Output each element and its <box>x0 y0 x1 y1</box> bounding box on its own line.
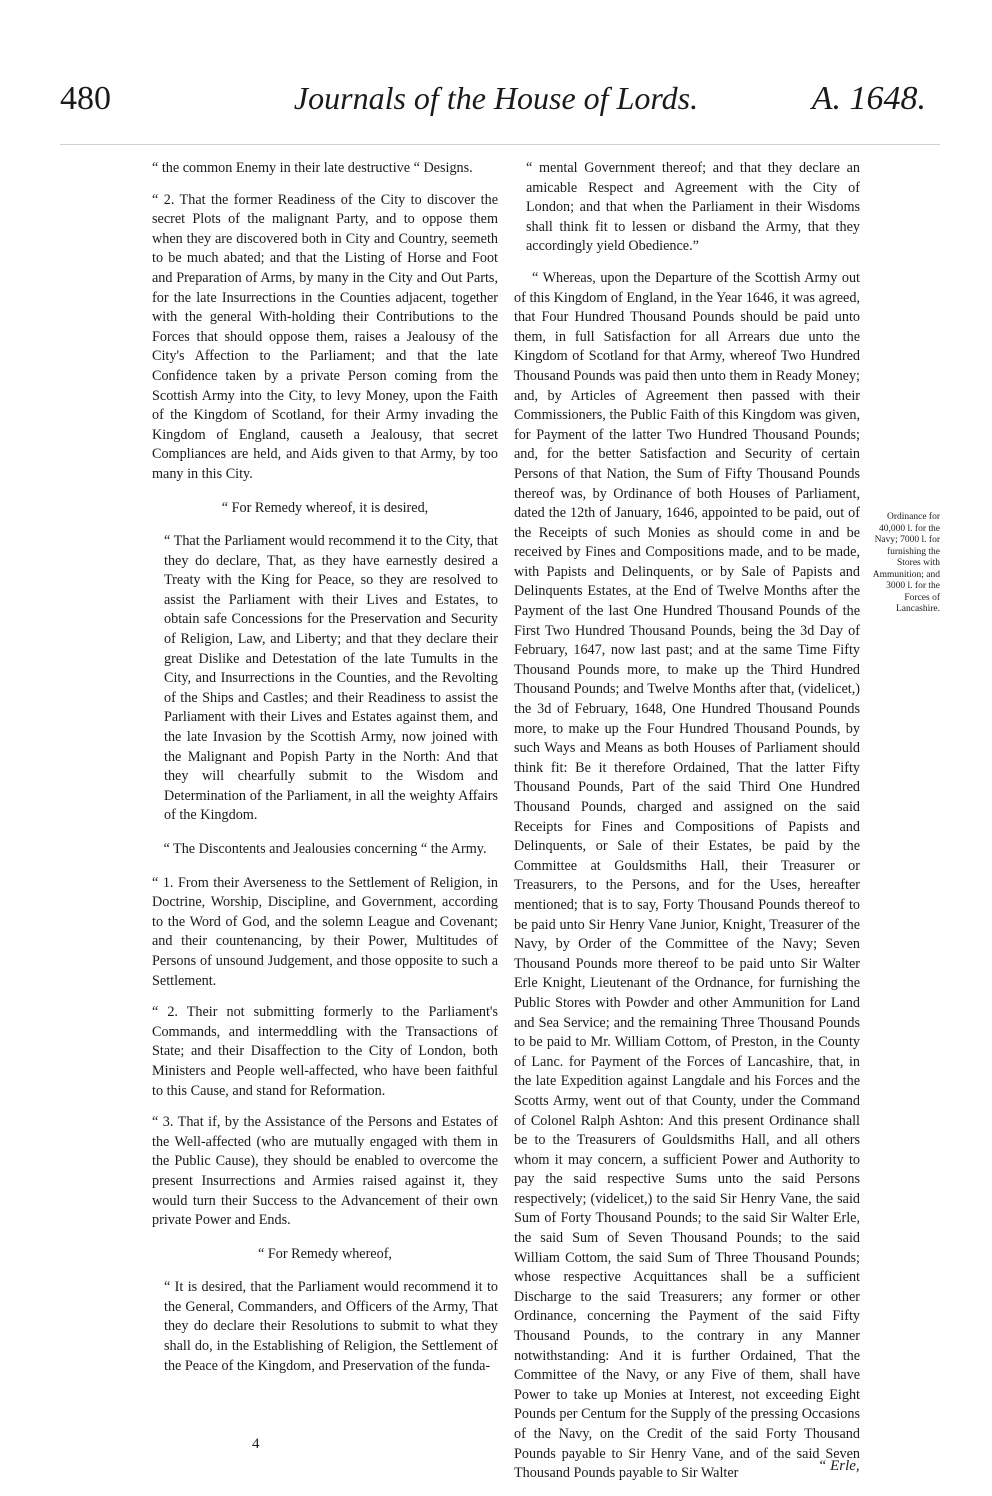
paragraph: “ 1. From their Averseness to the Settlement of Religion, in Doctrine, Worship, Discipline, and Government, according to the Word of God, and the solemn League and Covenant; and their countenancing, by their Power, Multitudes of Persons of unsound Judgement, and those opposite to such a Settlement. <box>152 874 498 989</box>
right-column <box>514 159 860 1496</box>
year-heading: A. 1648. <box>811 80 926 117</box>
page-header <box>0 80 992 140</box>
margin-note: Ordinance for 40,000 l. for the Navy; 7000 l. for furnishing the Stores with Ammunition; and 3000 l. for the Forces of Lancashire. <box>872 512 940 614</box>
left-column <box>152 159 498 1388</box>
paragraph: “ 2. That the former Readiness of the City to discover the secret Plots of the malignant Party, and to oppose them when they are discovered both in City and Country, seemeth to be much abated; and that the Listing of Horse and Foot and Preparation of Arms, by many in the City and Out Parts, for the late Insurrections in the Counties adjacent, together with the general With-holding their Contributions to the Forces that should oppose them, raises a Jealousy of the City's Affection to the Parliament; and that the late Confidence taken by a private Person coming from the Scottish Army into the City, to levy Money, upon the Faith of the Kingdom of Scotland, for their Army invading the Kingdom of England, causeth a Jealousy, that secret Compliances are held, and Aids given to that Army, by too many in this City. <box>152 191 498 482</box>
catchword: “ Erle, <box>818 1458 860 1474</box>
paragraph: “ Whereas, upon the Departure of the Scottish Army out of this Kingdom of England, in the Year 1646, it was agreed, that Four Hundred Thousand Pounds should be paid unto them, in full Satisfaction for all Arrears due unto the Kingdom of Scotland for that Army, whereof Two Hundred Thousand Pounds was paid then unto them in Ready Money; and, by Articles of Agreement then passed with their Commissioners, the Public Faith of this Kingdom was given, for Payment of the latter Two Hundred Thousand Pounds; and, for the better Satisfaction and Security of certain Persons of that Nation, the Sum of Fifty Thousand Pounds thereof was, by Ordinance of both Houses of Parliament, dated the 12th of January, 1646, appointed to be paid, out of the Receipts of such Monies as should come in and be received by Fines and Compositions made, and to be made, with Papists and Delinquents, or by Sale of Papists and Delinquents Estates, at the End of Twelve Months after the Payment of the last One Hundred Thousand Pounds of the First Two Hundred Thousand Pounds, being the 3d Day of February, 1647, now last past; and at the same Time Fifty Thousand Pounds more, to make up the Third Hundred Thousand Pounds; and Twelve Months after that, (videlicet,) the 3d of February, 1648, One Hundred Thousand Pounds more, to make up the Four Hundred Thousand Pounds, by such Ways and Means as both Houses of Parliament should think fit: Be it therefore Ordained, That the latter Fifty Thousand Pounds, Part of the said Third One Hundred Thousand Pounds, charged and assigned on the said Receipts for Fines and Compositions of Papists and Delinquents, or Sale of their Estates, be paid by the Committee at Gouldsmiths Hall, their Treasurer or Treasurers, to the Persons, and for the Uses, hereafter mentioned; that is to say, Forty Thousand Pounds thereof to be paid unto Sir Henry Vane Junior, Knight, Treasurer of the Navy, by Order of the Committee of the Navy; Seven Thousand Pounds more thereof to be paid unto Sir Walter Erle Knight, Lieutenant of the Ordnance, for furnishing the Public Stores with Powder and other Ammunition for Land and Sea Service; and the remaining Three Thousand Pounds to be paid to Mr. William Cottom, of Preston, in the County of Lanc. for Payment of the Forces of Lancashire, that, in the late Expedition against Langdale and his Forces and the Scotts Army, went out of that County, under the Command of Colonel Ralph Ashton: And this present Ordinance shall be to the Treasurers of Gouldsmiths Hall, and all others whom it may concern, a sufficient Power and Authority to pay the said respective Sums unto the said Persons respectively; (videlicet,) to the said Sir Henry Vane, the said Sum of Forty Thousand Pounds; to the said Sir Walter Erle, the said Sum of Seven Thousand Pounds; to the said William Cottom, the said Sum of Three Thousand Pounds; whose respective Acquittances shall be a sufficient Discharge to the said Treasurers; any former or other Ordinance, concerning the Payment of the said Fifty Thousand Pounds, to the contrary in any Manner notwithstanding: And it is further Ordained, That the Committee of the Navy, or any Five of them, shall have Power to take up Monies at Interest, not exceeding Eight Pounds per Centum for the Supply of the pressing Occasions of the Navy, on the Credit of the said Forty Thousand Pounds payable to Sir Henry Vane, and of the said Seven Thousand Pounds payable to Sir Walter <box>514 269 861 1482</box>
running-title: Journals of the House of Lords. <box>293 80 699 116</box>
paragraph: “ 3. That if, by the Assistance of the Persons and Estates of the Well-affected (who are mutually engaged with them in the Public Cause), they should be enabled to overcome the present Insurrections and Armies raised against it, they would turn their Success to the Advancement of their own private Power and Ends. <box>152 1114 498 1229</box>
paragraph: “ the common Enemy in their late destructive “ Designs. <box>152 160 473 176</box>
section-heading: “ For Remedy whereof, it is desired, <box>221 499 429 516</box>
section-heading: “ For Remedy whereof, <box>258 1245 392 1262</box>
paragraph: “ mental Government thereof; and that they declare an amicable Respect and Agreement with the City of London; and that when the Parliament in their Wisdoms shall think fit to lessen or disband the Army, that they accordingly yield Obedience.” <box>526 160 860 255</box>
signature-mark: 4 <box>252 1436 260 1452</box>
section-heading: “ The Discontents and Jealousies concerning “ the Army. <box>163 841 487 857</box>
header-rule <box>60 144 940 145</box>
paragraph: “ 2. Their not submitting formerly to the Parliament's Commands, and intermeddling with the Transactions of State; and their Disaffection to the City of London, both Ministers and People well-affected, who have been faithful to this Cause, and stand for Reformation. <box>152 1004 498 1099</box>
page-number: 480 <box>60 80 111 117</box>
paragraph: “ It is desired, that the Parliament would recommend it to the General, Commanders, and Officers of the Army, That they do declare their Resolutions to submit to what they shall do, in the Establishing of Religion, the Settlement of the Peace of the Kingdom, and Preservation of the funda- <box>164 1279 498 1374</box>
paragraph: “ That the Parliament would recommend it to the City, that they do declare, That, as they have earnestly desired a Treaty with the King for Peace, so they are resolved to assist the Parliament with their Lives and Estates, to obtain safe Concessions for the Preservation and Security of Religion, Law, and Liberty; and that they declare their great Dislike and Detestation of the late Tumults in the City, and Insurrections in the Counties, and the Revolting of the Ships and Castles; and their Readiness to assist the Parliament with their Lives and Estates against them, and the late Invasion by the Scottish Army, now joined with the Malignant and Popish Party in the North: And that they will chearfully submit to the Wisdom and Determination of the Parliament, in all the weighty Affairs of the Kingdom. <box>164 533 498 824</box>
